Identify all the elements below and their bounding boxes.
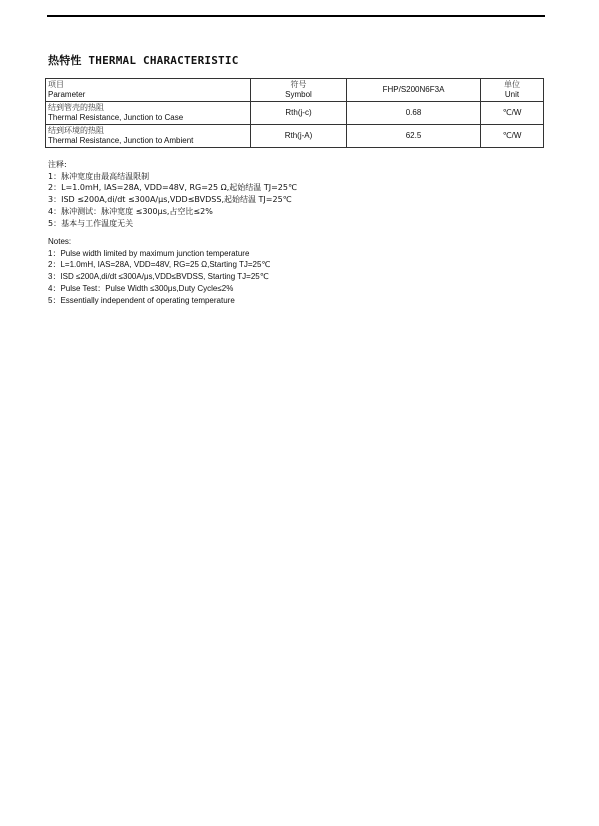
row-parameter [46,102,251,125]
row-symbol: Rth(j-c) [251,102,347,125]
row-parameter [46,125,251,148]
note-item: 1：Pulse width limited by maximum junction temperature [48,248,250,258]
thermal-characteristic-table [45,78,544,148]
section-title: 热特性 THERMAL CHARACTERISTIC [48,54,239,67]
table-row [46,125,544,148]
row-value: 0.68 [347,102,481,125]
row-parameter-en: Thermal Resistance, Junction to Ambient [48,136,194,145]
header-part-number: FHP/S200N6F3A [347,79,481,102]
note-item: 3：ISD ≤200A,di/dt ≤300A/μs,VDD≤BVDSS, Starting TJ=25℃ [48,272,269,282]
header-symbol [251,79,347,102]
note-item: 2：L=1.0mH, IAS=28A, VDD=48V, RG=25 Ω,起始结温 TJ=25℃ [48,183,297,193]
row-parameter-en: Thermal Resistance, Junction to Case [48,113,184,122]
notes-english [48,236,270,306]
note-item: 2：L=1.0mH, IAS=28A, VDD=48V, RG=25 Ω,Starting TJ=25℃ [48,260,271,270]
note-item: 5：Essentially independent of operating temperature [48,295,235,305]
row-symbol: Rth(j-A) [251,125,347,148]
row-parameter-zh: 结到管壳的热阻 [48,103,104,112]
header-symbol-en: Symbol [285,90,312,99]
table-header-row [46,79,544,102]
row-unit: ℃/W [481,102,544,125]
table-row [46,102,544,125]
row-parameter-zh: 结到环境的热阻 [48,126,104,135]
note-item: 4：Pulse Test：Pulse Width ≤300μs,Duty Cycle≤2% [48,283,234,293]
header-parameter [46,79,251,102]
notes-title: Notes: [48,237,72,246]
note-item: 5：基本与工作温度无关 [48,218,134,228]
row-unit: ℃/W [481,125,544,148]
header-parameter-en: Parameter [48,90,86,99]
note-item: 1：脉冲宽度由最高结温限制 [48,171,150,181]
header-symbol-zh: 符号 [290,80,307,89]
header-unit-zh: 单位 [504,80,520,89]
top-rule [47,15,545,17]
notes-title: 注释: [48,160,67,169]
note-item: 3：ISD ≤200A,di/dt ≤300A/μs,VDD≤BVDSS,起始结温 TJ=25℃ [48,195,292,205]
header-unit-en: Unit [504,90,520,99]
note-item: 4：脉冲测试：脉冲宽度 ≤300μs,占空比≤2% [48,206,213,216]
notes-chinese [48,159,297,229]
header-parameter-zh: 项目 [48,80,64,89]
header-unit [481,79,544,102]
row-value: 62.5 [347,125,481,148]
